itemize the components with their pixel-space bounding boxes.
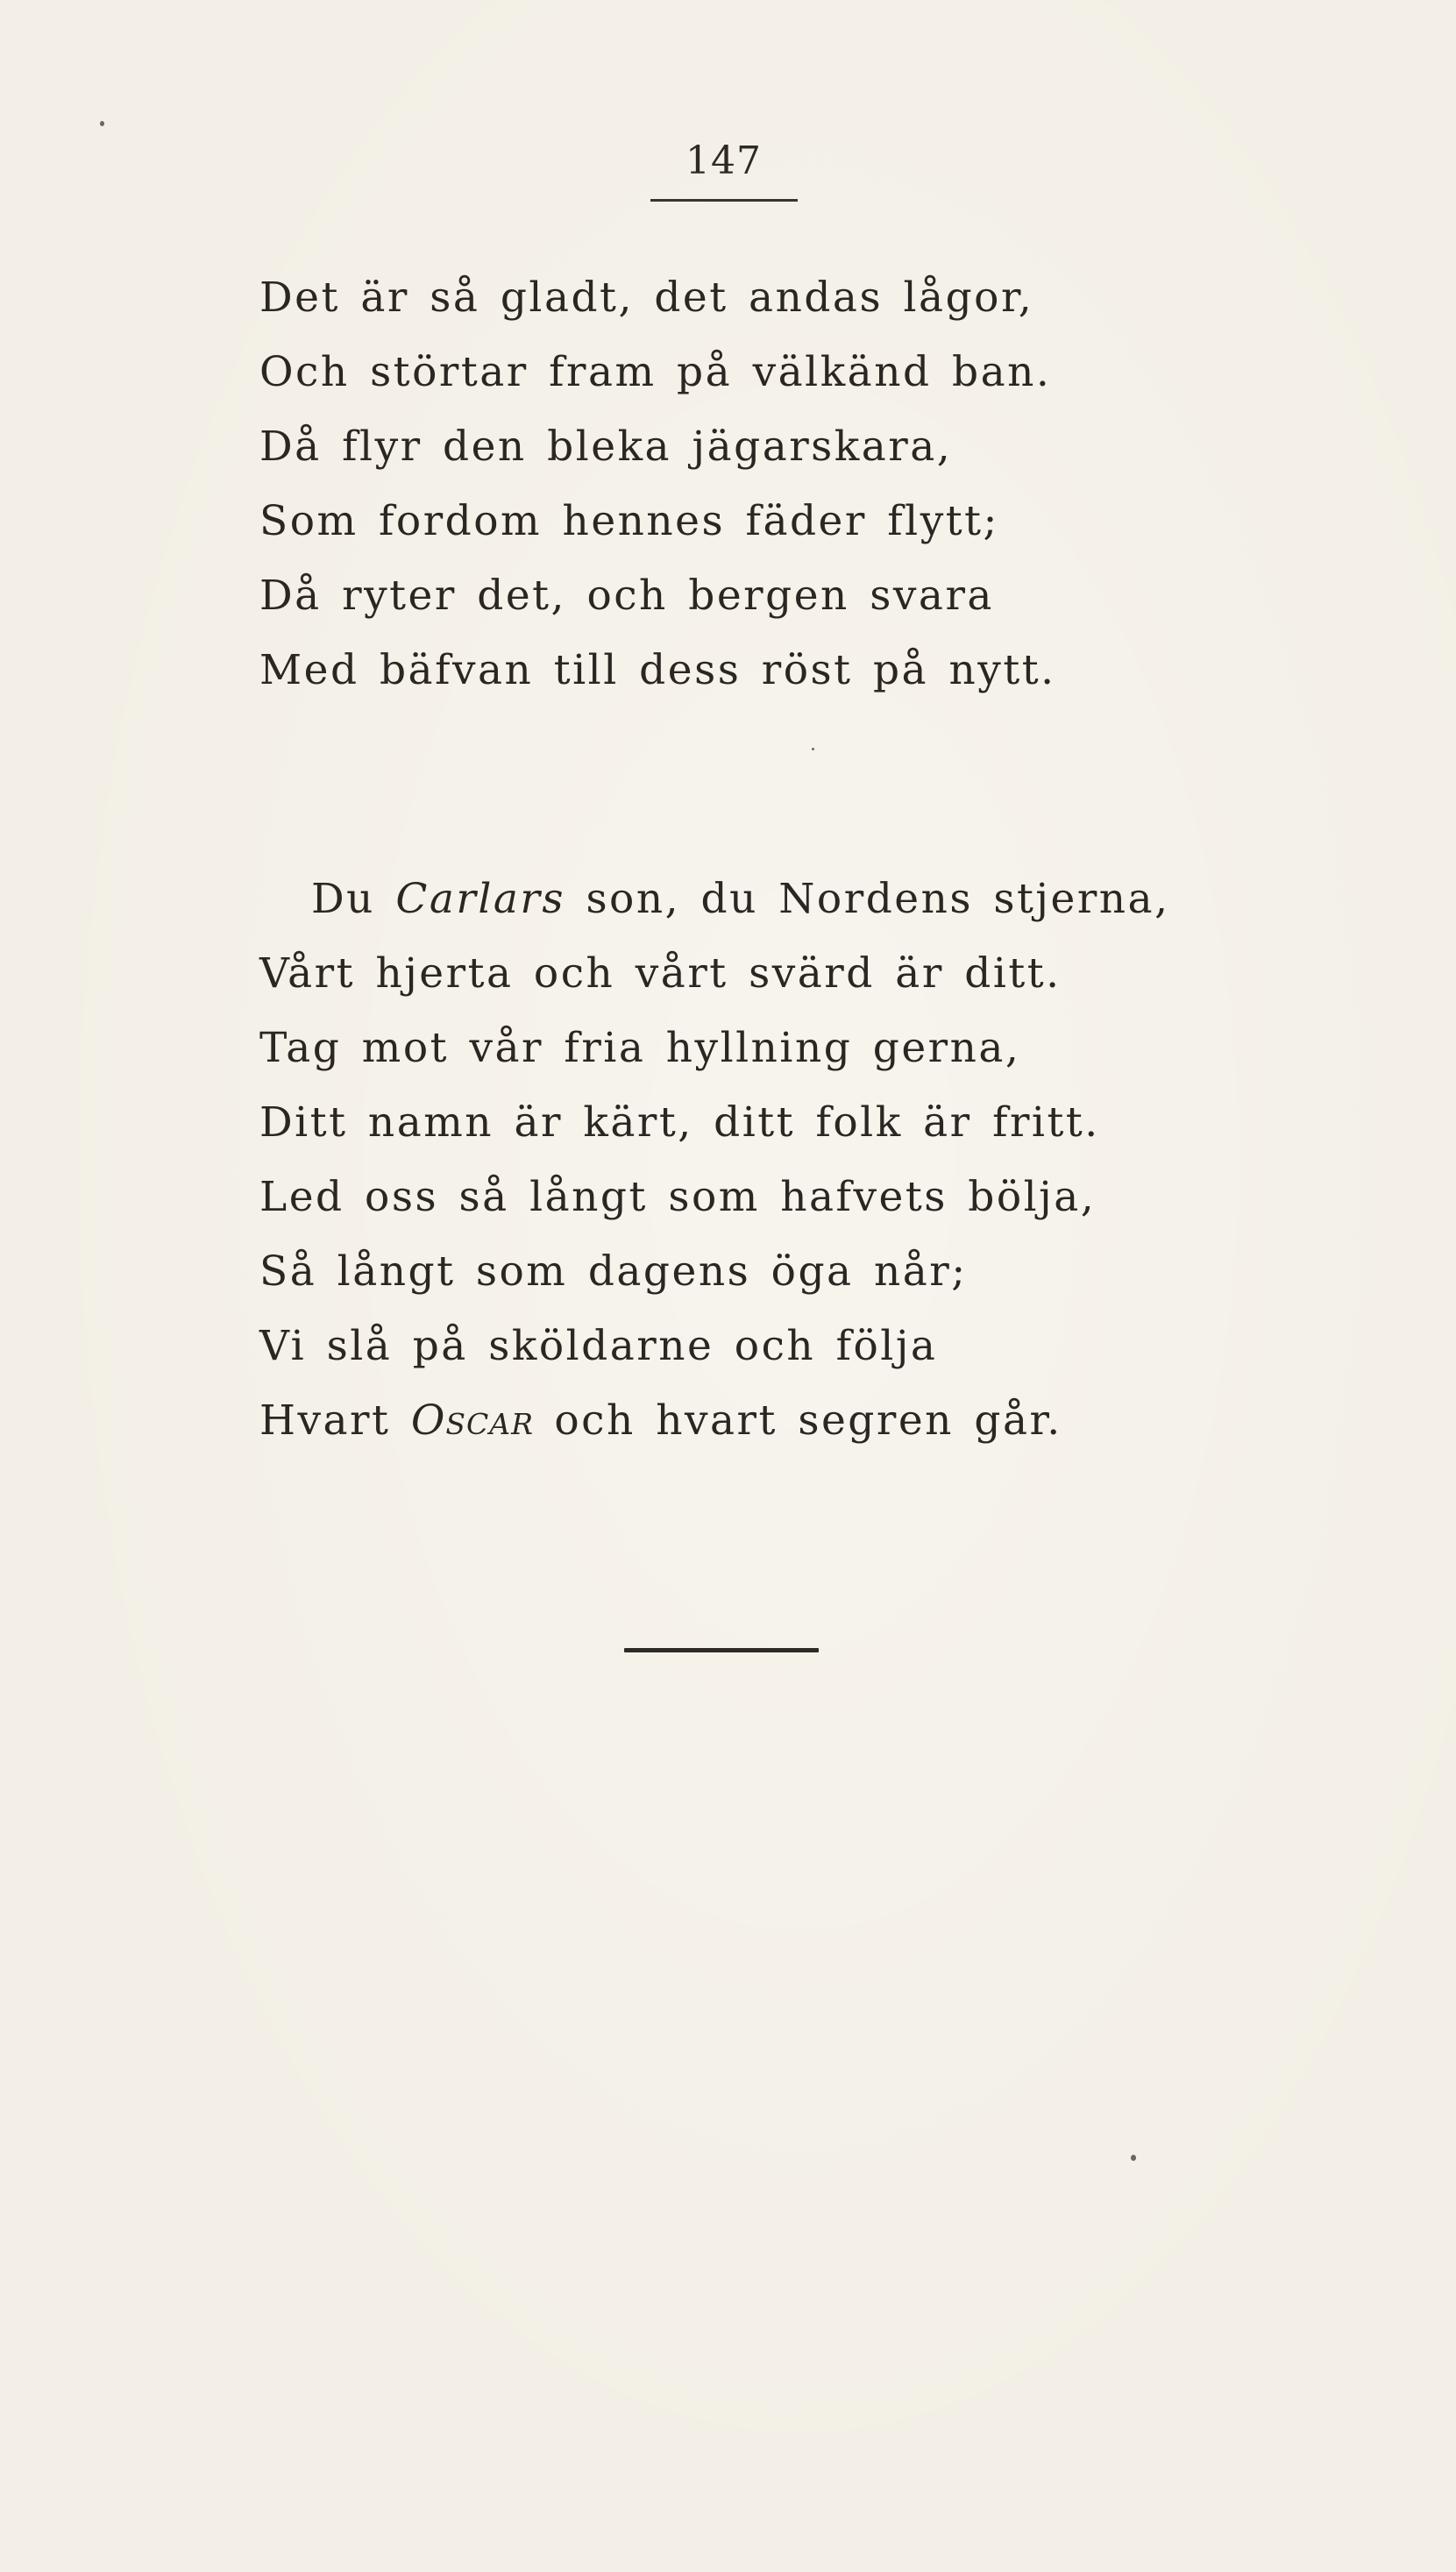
- verse-line: Led oss så långt som hafvets bölja,: [259, 1173, 1097, 1221]
- verse-line: Som fordom hennes fäder flytt;: [259, 497, 999, 545]
- end-ornament-rule: [624, 1648, 819, 1652]
- verse-line: Vårt hjerta och vårt svärd är ditt.: [259, 949, 1062, 998]
- verse-line: Vi slå på sköldarne och följa: [259, 1322, 938, 1370]
- verse-text: Du: [311, 875, 396, 923]
- verse-line: [259, 1395, 1062, 1447]
- verse-name-italic: Carlars: [395, 875, 565, 923]
- verse-name-small-caps: Oscar: [410, 1396, 534, 1445]
- paper-speck: [1131, 2155, 1136, 2161]
- verse-line: Med bäfvan till dess röst på nytt.: [259, 646, 1056, 694]
- verse-line: Och störtar fram på välkänd ban.: [259, 348, 1052, 396]
- verse-line: [311, 873, 1170, 926]
- verse-text: Hvart: [259, 1396, 411, 1445]
- page-number: 147: [685, 139, 762, 183]
- verse-line: Då flyr den bleka jägarskara,: [259, 423, 953, 471]
- paper-speck: [100, 121, 104, 126]
- verse-text: son, du Nordens stjerna,: [565, 875, 1170, 923]
- verse-line: Ditt namn är kärt, ditt folk är fritt.: [259, 1098, 1100, 1147]
- verse-text: och hvart segren går.: [533, 1396, 1062, 1445]
- verse-line: Då ryter det, och bergen svara: [259, 572, 994, 620]
- verse-line: Tag mot vår fria hyllning gerna,: [259, 1024, 1021, 1072]
- verse-line: Det är så gladt, det andas lågor,: [259, 274, 1034, 322]
- paper-speck: [812, 748, 814, 750]
- header-rule: [650, 199, 798, 202]
- verse-line: Så långt som dagens öga når;: [259, 1247, 968, 1296]
